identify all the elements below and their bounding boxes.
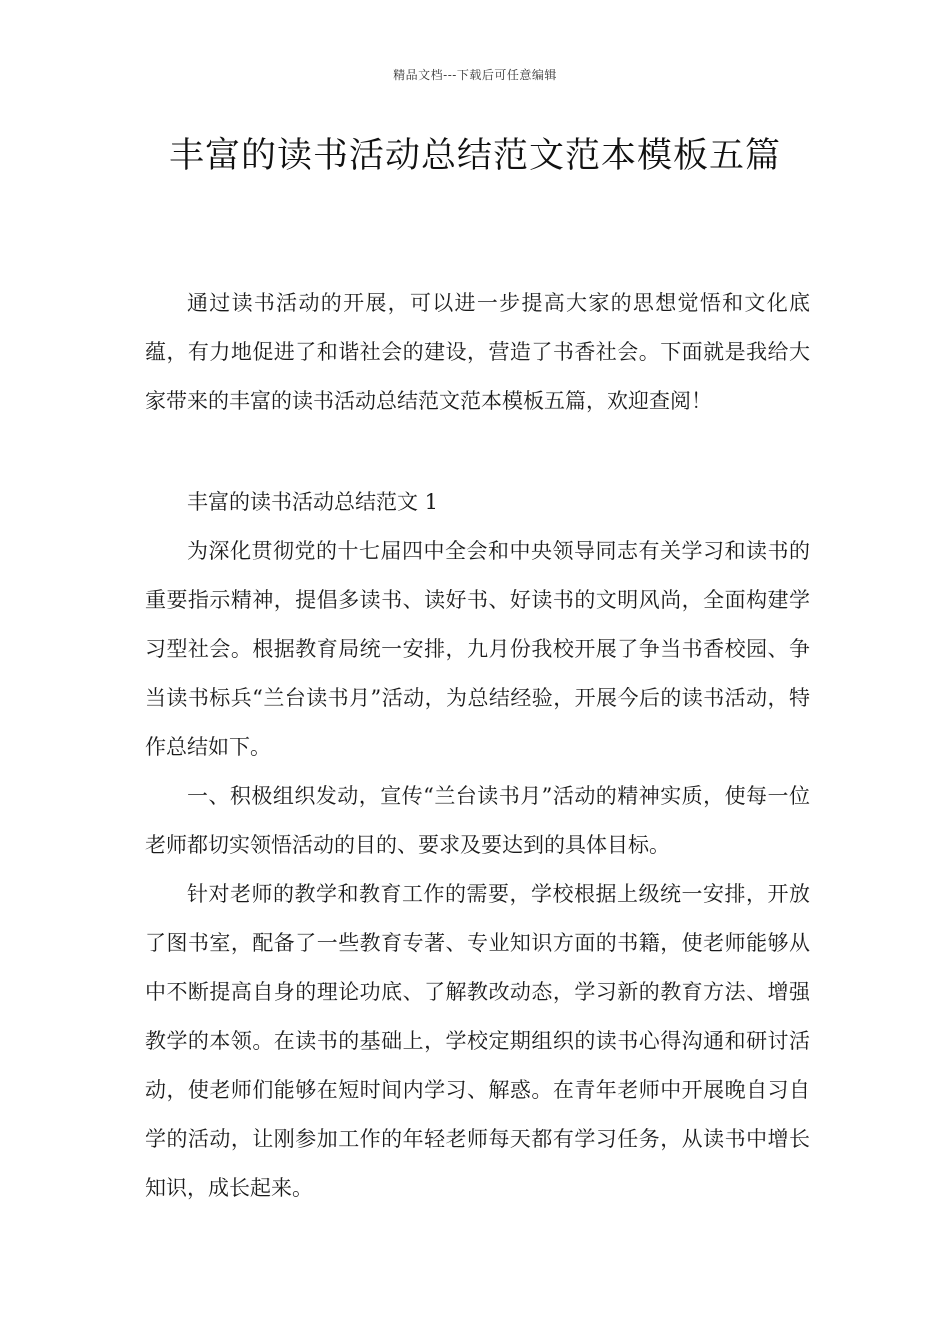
intro-paragraph: 通过读书活动的开展，可以进一步提高大家的思想觉悟和文化底蕴，有力地促进了和谐社会的建设，营造了书香社会。下面就是我给大家带来的丰富的读书活动总结范文范本模板五篇，欢迎查阅！: [145, 291, 810, 413]
header-note: 精品文档---下载后可任意编辑: [393, 68, 557, 82]
section-block: [145, 478, 810, 1213]
document-title: 丰富的读书活动总结范文范本模板五篇: [168, 136, 781, 176]
body-paragraph-1: 为深化贯彻党的十七届四中全会和中央领导同志有关学习和读书的重要指示精神，提倡多读书、读好书、好读书的文明风尚，全面构建学习型社会。根据教育局统一安排，九月份我校开展了争当书香校园、争当读书标兵“兰台读书月”活动，为总结经验，开展今后的读书活动，特作总结如下。: [145, 539, 810, 759]
section-heading: 丰富的读书活动总结范文 1: [187, 490, 439, 514]
body-paragraph-3: 针对老师的教学和教育工作的需要，学校根据上级统一安排，开放了图书室，配备了一些教育专著、专业知识方面的书籍，使老师能够从中不断提高自身的理论功底、了解教改动态，学习新的教育方法、增强教学的本领。在读书的基础上，学校定期组织的读书心得沟通和研讨活动，使老师们能够在短时间内学习、解惑。在青年老师中开展晚自习自学的活动，让刚参加工作的年轻老师每天都有学习任务，从读书中增长知识，成长起来。: [145, 882, 810, 1200]
body-paragraph-2: 一、积极组织发动，宣传“兰台读书月”活动的精神实质，使每一位老师都切实领悟活动的目的、要求及要达到的具体目标。: [145, 784, 810, 857]
intro-block: [145, 279, 810, 426]
